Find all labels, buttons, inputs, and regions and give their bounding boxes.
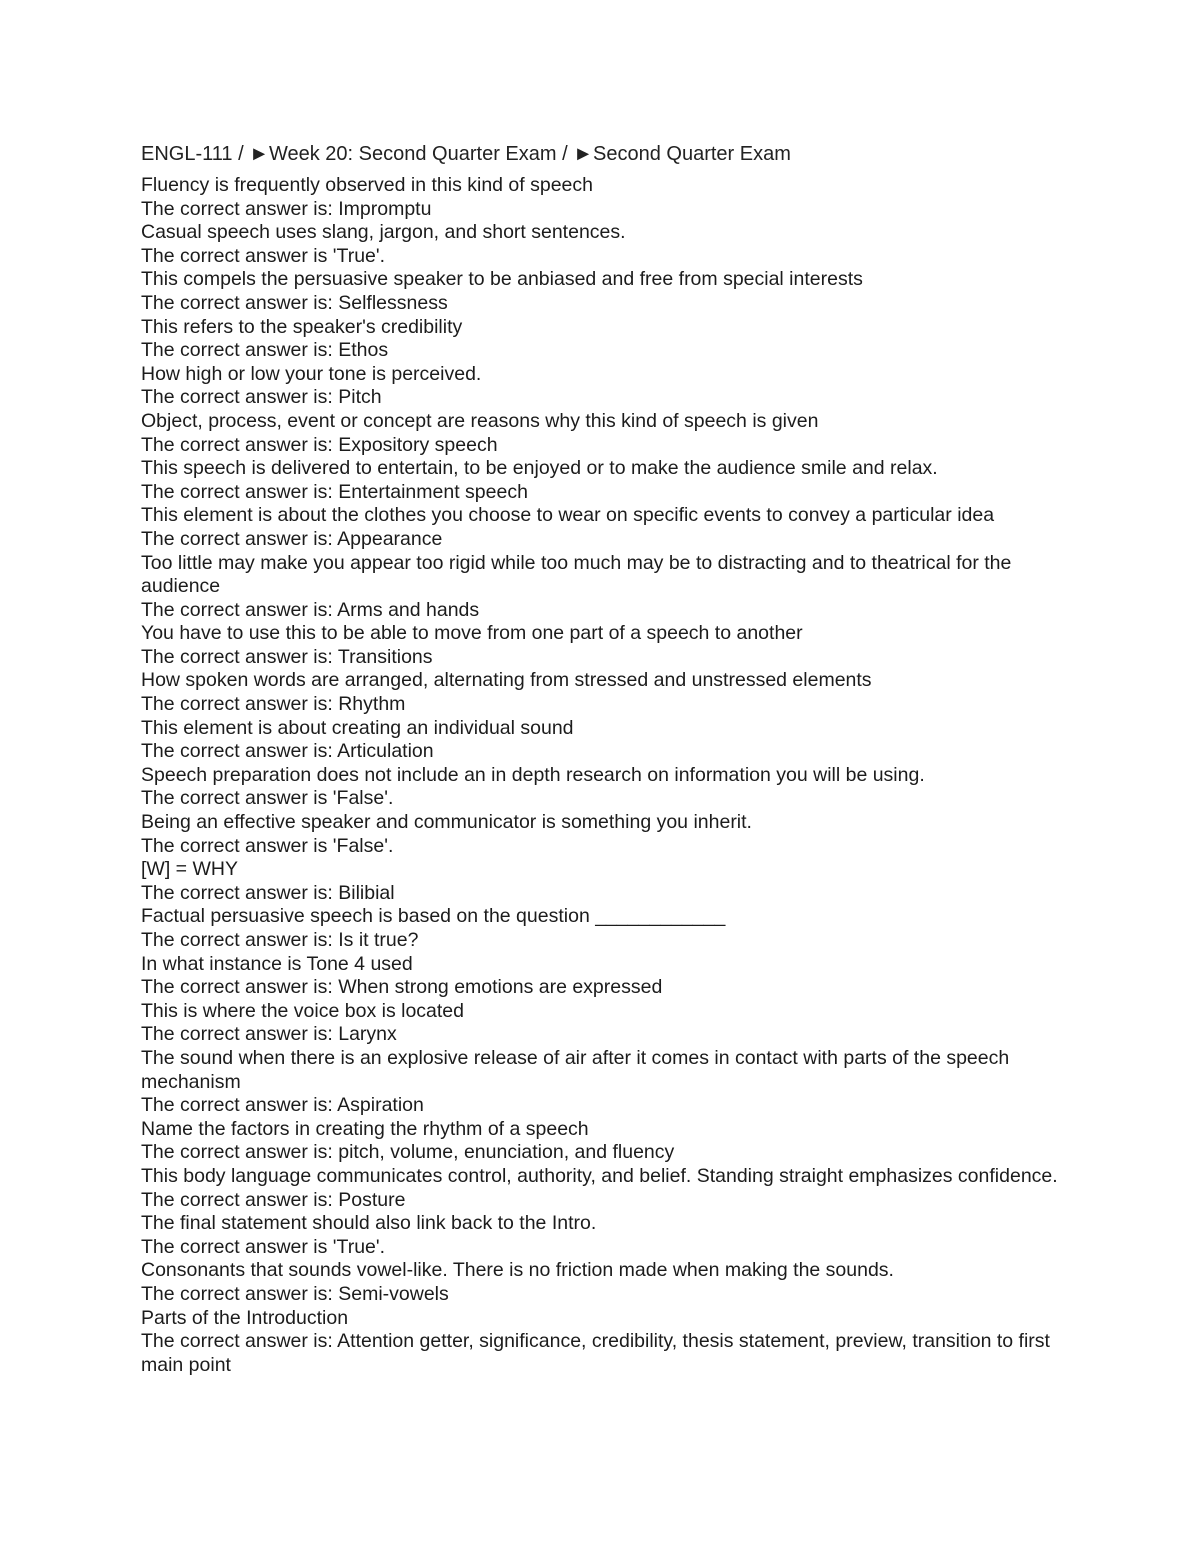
answer-text: The correct answer is: Entertainment speech [141, 480, 528, 503]
qa-item [141, 457, 1071, 504]
question-text: [W] = WHY [141, 858, 238, 881]
qa-item [141, 764, 1071, 811]
question-text: This is where the voice box is located [141, 999, 464, 1022]
answer-text: The correct answer is: Expository speech [141, 433, 498, 456]
answer-text: The correct answer is: pitch, volume, enunciation, and fluency [141, 1141, 675, 1164]
answer-text: The correct answer is 'False'. [141, 834, 394, 857]
qa-item [141, 1259, 1071, 1306]
answer-text: The correct answer is: Bilibial [141, 881, 395, 904]
answer-text: The correct answer is: When strong emotions are expressed [141, 976, 663, 999]
question-text: Parts of the Introduction [141, 1306, 349, 1329]
question-text: The final statement should also link back to the Intro. [141, 1212, 597, 1235]
question-text: Speech preparation does not include an in depth research on information you will be using. [141, 763, 925, 786]
question-text: Name the factors in creating the rhythm of a speech [141, 1117, 589, 1140]
answer-text: The correct answer is: Articulation [141, 740, 434, 763]
question-text: This body language communicates control, authority, and belief. Standing straight emphasizes confidence. [141, 1164, 1058, 1187]
answer-text: The correct answer is: Impromptu [141, 197, 432, 220]
qa-item [141, 504, 1071, 551]
answer-text: The correct answer is 'True'. [141, 1235, 386, 1258]
qa-item [141, 1212, 1071, 1259]
answer-text: The correct answer is 'False'. [141, 787, 394, 810]
question-text: The sound when there is an explosive release of air after it comes in contact with parts of the speech mechanism [141, 1046, 1010, 1093]
qa-item [141, 268, 1071, 315]
question-text: Fluency is frequently observed in this kind of speech [141, 174, 593, 196]
answer-text: The correct answer is: Selflessness [141, 291, 448, 314]
answer-text: The correct answer is: Larynx [141, 1023, 397, 1046]
qa-item [141, 1000, 1071, 1047]
qa-item [141, 905, 1071, 952]
question-text: Consonants that sounds vowel-like. There is no friction made when making the sounds. [141, 1259, 894, 1282]
qa-item [141, 1047, 1071, 1118]
answer-text: The correct answer is: Semi-vowels [141, 1282, 449, 1305]
question-text: This compels the persuasive speaker to be anbiased and free from special interests [141, 268, 863, 291]
question-answer-list [141, 174, 1071, 1377]
question-text: This element is about creating an individual sound [141, 716, 574, 739]
answer-text: The correct answer is 'True'. [141, 244, 386, 267]
question-text: Factual persuasive speech is based on the question ____________ [141, 905, 726, 928]
qa-item [141, 811, 1071, 858]
qa-item [141, 1165, 1071, 1212]
qa-item [141, 552, 1071, 623]
qa-item [141, 669, 1071, 716]
qa-item [141, 363, 1071, 410]
question-text: Object, process, event or concept are reasons why this kind of speech is given [141, 409, 819, 432]
answer-text: The correct answer is: Is it true? [141, 929, 419, 951]
question-text: How high or low your tone is perceived. [141, 362, 482, 385]
question-text: This refers to the speaker's credibility [141, 315, 463, 338]
question-text: Being an effective speaker and communicator is something you inherit. [141, 811, 752, 834]
answer-text: The correct answer is: Attention getter, significance, credibility, thesis statement, preview, transition to first main point [141, 1330, 1050, 1376]
qa-item [141, 174, 1071, 221]
question-text: In what instance is Tone 4 used [141, 952, 413, 975]
qa-item [141, 622, 1071, 669]
question-text: Too little may make you appear too rigid while too much may be to distracting and to theatrical for the audience [141, 551, 1012, 598]
answer-text: The correct answer is: Appearance [141, 527, 443, 550]
document-page [141, 140, 1071, 1377]
answer-text: The correct answer is: Posture [141, 1188, 406, 1211]
answer-text: The correct answer is: Aspiration [141, 1094, 424, 1117]
answer-text: The correct answer is: Arms and hands [141, 598, 480, 621]
qa-item [141, 1307, 1071, 1378]
question-text: Casual speech uses slang, jargon, and short sentences. [141, 221, 626, 244]
qa-item [141, 316, 1071, 363]
answer-text: The correct answer is: Ethos [141, 339, 389, 362]
breadcrumb: ENGL-111 / ►Week 20: Second Quarter Exam / ►Second Quarter Exam [141, 143, 791, 165]
qa-item [141, 221, 1071, 268]
question-text: How spoken words are arranged, alternating from stressed and unstressed elements [141, 669, 872, 692]
qa-item [141, 410, 1071, 457]
answer-text: The correct answer is: Pitch [141, 386, 382, 409]
qa-item [141, 953, 1071, 1000]
qa-item [141, 858, 1071, 905]
question-text: This element is about the clothes you choose to wear on specific events to convey a particular idea [141, 504, 995, 527]
question-text: You have to use this to be able to move from one part of a speech to another [141, 622, 803, 645]
qa-item [141, 1118, 1071, 1165]
question-text: This speech is delivered to entertain, to be enjoyed or to make the audience smile and relax. [141, 457, 938, 480]
qa-item [141, 717, 1071, 764]
answer-text: The correct answer is: Transitions [141, 645, 433, 668]
answer-text: The correct answer is: Rhythm [141, 693, 406, 716]
